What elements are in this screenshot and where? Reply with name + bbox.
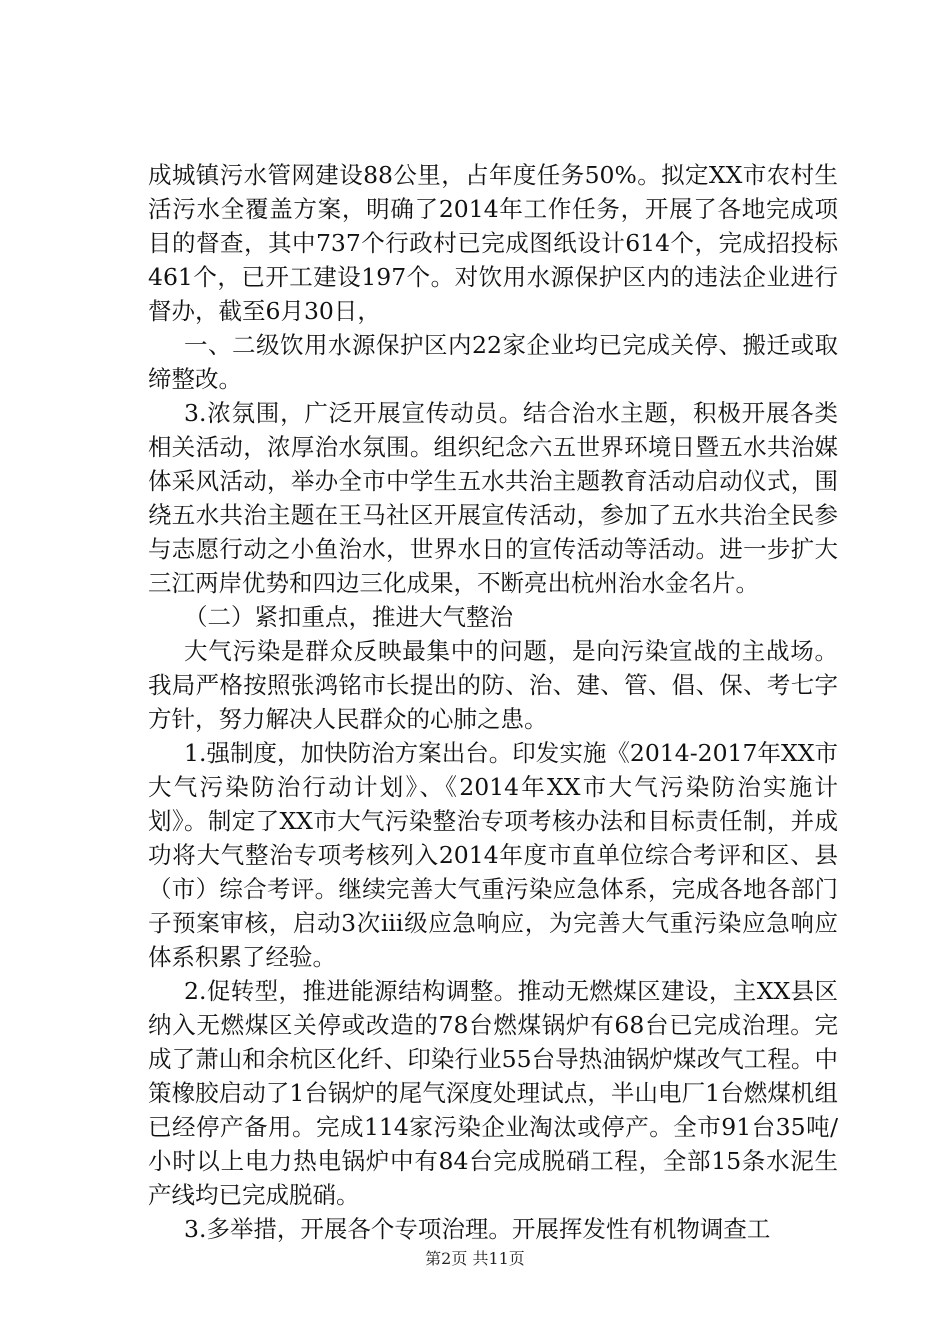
paragraph: 2.促转型，推进能源结构调整。推动无燃煤区建设，主XX县区纳入无燃煤区关停或改造的78台燃煤锅炉有68台已完成治理。完成了萧山和余杭区化纤、印染行业55台导热油锅炉煤改气工程。中策橡胶启动了1台锅炉的尾气深度处理试点，半山电厂1台燃煤机组已经停产备用。完成114家污染企业淘汰或停产。全市91台35吨/小时以上电力热电锅炉中有84台完成脱硝工程，全部15条水泥生产线均已完成脱硝。	[148, 977, 838, 1209]
paragraph: 一、二级饮用水源保护区内22家企业均已完成关停、搬迁或取缔整改。	[148, 331, 838, 393]
paragraph: 大气污染是群众反映最集中的问题，是向污染宣战的主战场。我局严格按照张鸿铭市长提出的防、治、建、管、倡、保、考七字方针，努力解决人民群众的心肺之患。	[148, 637, 838, 733]
paragraph: 3.多举措，开展各个专项治理。开展挥发性有机物调查工	[184, 1215, 771, 1243]
section-heading: （二）紧扣重点，推进大气整治	[184, 603, 513, 631]
paragraph: 1.强制度，加快防治方案出台。印发实施《2014-2017年XX市大气污染防治行动计划》、《2014年XX市大气污染防治实施计划》。制定了XX市大气污染整治专项考核办法和目标责任制，并成功将大气整治专项考核列入2014年度市直单位综合考评和区、县（市）综合考评。继续完善大气重污染应急体系，完成各地各部门子预案审核，启动3次iii级应急响应，为完善大气重污染应急响应体系积累了经验。	[148, 739, 838, 971]
paragraph-continuation: 成城镇污水管网建设88公里，占年度任务50%。拟定XX市农村生活污水全覆盖方案，明确了2014年工作任务，开展了各地完成项目的督查，其中737个行政村已完成图纸设计614个，完成招投标461个，已开工建设197个。对饮用水源保护区内的违法企业进行督办，截至6月30日，	[148, 161, 838, 325]
page-number-footer: 第2页 共11页	[425, 1249, 525, 1268]
body-text	[148, 158, 838, 1246]
paragraph: 3.浓氛围，广泛开展宣传动员。结合治水主题，积极开展各类相关活动，浓厚治水氛围。组织纪念六五世界环境日暨五水共治媒体采风活动，举办全市中学生五水共治主题教育活动启动仪式，围绕五水共治主题在王马社区开展宣传活动，参加了五水共治全民参与志愿行动之小鱼治水，世界水日的宣传活动等活动。进一步扩大三江两岸优势和四边三化成果，不断亮出杭州治水金名片。	[148, 399, 838, 597]
